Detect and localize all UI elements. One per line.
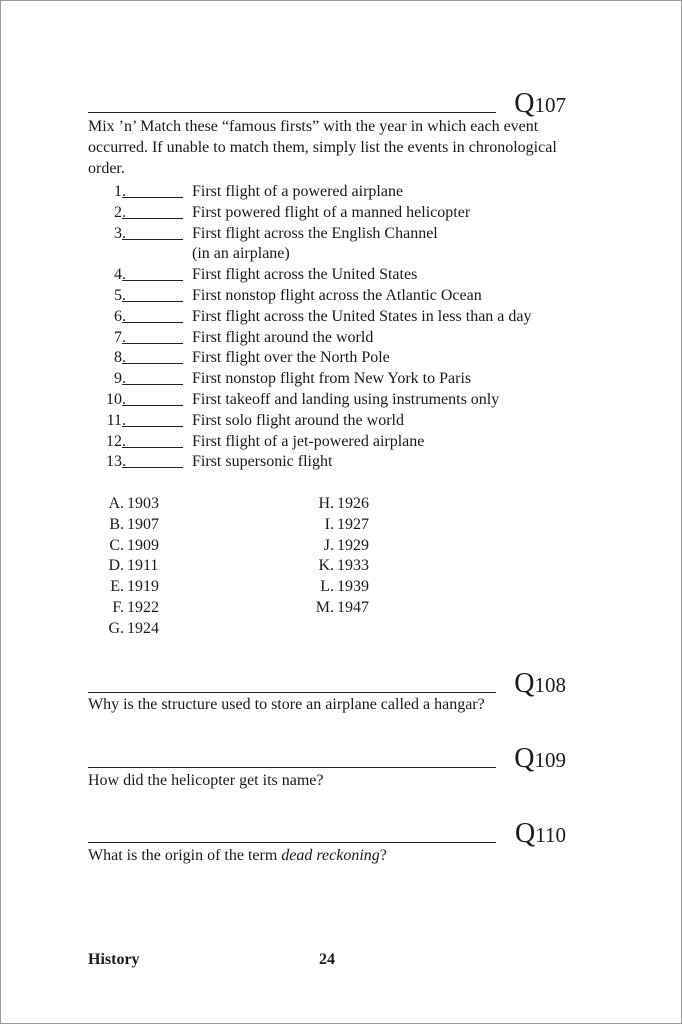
event-number: 9. — [114, 370, 126, 388]
answer-blank — [122, 405, 183, 406]
year-option — [88, 515, 208, 536]
answer-blank — [122, 447, 183, 448]
year-option — [298, 577, 418, 598]
event-number: 5. — [114, 286, 126, 304]
q110-rule — [88, 842, 496, 843]
event-item — [88, 307, 578, 328]
year-option-year: 1929 — [337, 536, 369, 554]
q107-label: Q107 — [514, 88, 566, 119]
event-item — [88, 265, 578, 286]
q107-event-list — [88, 182, 578, 473]
answer-blank — [122, 322, 183, 323]
event-text: First powered flight of a manned helicopter — [192, 203, 471, 221]
event-number: 6. — [114, 307, 126, 325]
event-text: First supersonic flight — [192, 453, 333, 471]
event-number: 8. — [114, 349, 126, 367]
event-number: 11. — [106, 411, 126, 429]
year-option — [88, 577, 208, 598]
event-number: 3. — [114, 224, 126, 242]
q108-number: 108 — [534, 673, 566, 697]
event-number: 4. — [114, 266, 126, 284]
year-option-year: 1907 — [127, 515, 159, 533]
year-option-year: 1911 — [127, 557, 159, 575]
event-item — [88, 369, 578, 390]
year-option-year: 1924 — [127, 619, 159, 637]
event-item — [88, 244, 578, 265]
event-text: First flight across the United States in less than a day — [192, 307, 532, 325]
year-option-year: 1947 — [337, 598, 369, 616]
year-option-letter: D. — [108, 557, 124, 575]
q108-question: Why is the structure used to store an airplane called a hangar? — [88, 696, 485, 713]
event-text: First flight across the English Channel — [192, 224, 438, 242]
year-option-letter: K. — [318, 557, 334, 575]
year-option-letter: E. — [110, 578, 124, 596]
year-option-year: 1926 — [337, 495, 369, 512]
event-text: (in an airplane) — [192, 245, 290, 263]
event-number: 2. — [114, 203, 126, 221]
answer-blank — [122, 301, 183, 302]
event-item — [88, 432, 578, 453]
answer-blank — [122, 426, 183, 427]
year-option — [88, 536, 208, 557]
year-option — [88, 619, 208, 640]
event-item — [88, 348, 578, 369]
year-option — [88, 598, 208, 619]
q109-question: How did the helicopter get its name? — [88, 772, 324, 789]
answer-blank — [122, 363, 183, 364]
year-options-left-column — [88, 494, 208, 640]
event-text: First flight of a powered airplane — [192, 183, 404, 200]
event-item — [88, 203, 578, 224]
q108-rule — [88, 692, 496, 693]
year-option-letter: B. — [109, 515, 124, 533]
year-option-letter: F. — [112, 598, 124, 616]
year-option-year: 1903 — [127, 495, 159, 512]
year-option — [298, 494, 418, 515]
year-option — [298, 515, 418, 536]
q107-header — [88, 81, 568, 121]
q110-term: dead reckoning — [281, 847, 380, 864]
answer-blank — [122, 384, 183, 385]
event-item — [88, 452, 578, 473]
answer-blank — [122, 280, 183, 281]
year-option-letter: G. — [108, 619, 124, 637]
answer-blank — [122, 218, 183, 219]
year-option-year: 1909 — [127, 536, 159, 554]
q109-label: Q109 — [514, 743, 566, 774]
q109-header — [88, 736, 568, 776]
year-option-year: 1922 — [127, 598, 159, 616]
event-text: First flight around the world — [192, 328, 374, 346]
year-option-letter: I. — [324, 515, 334, 533]
answer-blank — [122, 239, 183, 240]
event-item — [88, 182, 578, 203]
event-item — [88, 411, 578, 432]
q108-label: Q108 — [514, 668, 566, 699]
year-option-letter: C. — [109, 536, 124, 554]
event-text: First nonstop flight from New York to Paris — [192, 370, 472, 388]
year-option-letter: L. — [320, 578, 334, 596]
q107-rule — [88, 112, 496, 113]
q109-rule — [88, 767, 496, 768]
event-number: 7. — [114, 328, 126, 346]
answer-blank — [122, 467, 183, 468]
event-number: 13. — [106, 453, 126, 471]
footer-page-number: 24 — [319, 951, 335, 968]
answer-blank — [122, 197, 183, 198]
q110-number: 110 — [535, 823, 566, 847]
event-number: 12. — [106, 432, 126, 450]
year-option-letter: M. — [315, 598, 334, 616]
event-item — [88, 224, 578, 245]
footer-section-title: History — [88, 951, 140, 968]
year-option-letter: H. — [318, 495, 334, 512]
event-text: First flight across the United States — [192, 266, 418, 284]
year-options-right-column — [298, 494, 418, 619]
event-text: First nonstop flight across the Atlantic Ocean — [192, 286, 482, 304]
year-option — [88, 556, 208, 577]
year-option-letter: J. — [323, 536, 334, 554]
event-number: 1. — [114, 183, 126, 200]
q110-question: What is the origin of the term dead reckoning? — [88, 847, 387, 864]
event-text: First flight over the North Pole — [192, 349, 390, 367]
q109-number: 109 — [534, 748, 566, 772]
year-option-year: 1927 — [337, 515, 369, 533]
event-text: First takeoff and landing using instruments only — [192, 390, 500, 408]
answer-blank — [122, 343, 183, 344]
q107-instructions: Mix ’n’ Match these “famous firsts” with the year in which each event occurred. If unable to match them, simply list the events in chronological order. — [88, 118, 557, 177]
year-option — [298, 556, 418, 577]
year-option-letter: A. — [108, 495, 124, 512]
q110-header — [88, 811, 568, 851]
event-item — [88, 286, 578, 307]
q107-number: 107 — [534, 93, 566, 117]
year-option — [298, 536, 418, 557]
year-option-year: 1919 — [127, 578, 159, 596]
event-text: First flight of a jet-powered airplane — [192, 432, 425, 450]
year-option — [88, 494, 208, 515]
event-item — [88, 390, 578, 411]
event-item — [88, 328, 578, 349]
event-text: First solo flight around the world — [192, 411, 404, 429]
year-option-year: 1939 — [337, 578, 369, 596]
event-number: 10. — [106, 390, 126, 408]
year-option — [298, 598, 418, 619]
year-option-year: 1933 — [337, 557, 369, 575]
q110-label: Q110 — [515, 818, 566, 849]
